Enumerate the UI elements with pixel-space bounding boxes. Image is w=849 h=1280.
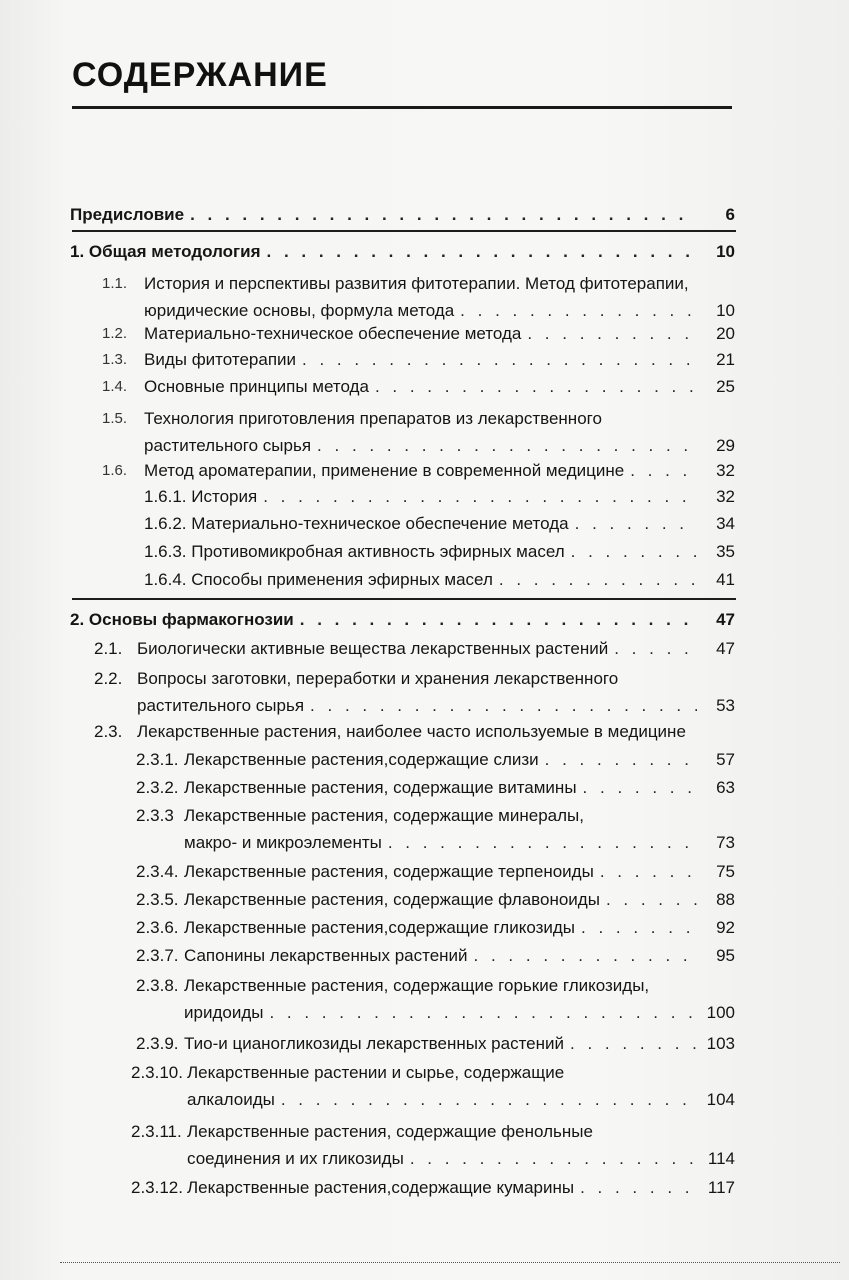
toc-entry (144, 568, 735, 595)
dot-leader (545, 748, 697, 772)
toc-page-number: 32 (716, 461, 735, 480)
toc-entry-number: 2.2. (94, 669, 123, 688)
toc-page-number: 20 (716, 324, 735, 343)
toc-page-number: 57 (716, 750, 735, 769)
toc-entry-title: Лекарственные растения, содержащие флавоноиды (184, 890, 600, 909)
toc-entry-title: Лекарственные растения,содержащие слизи (184, 750, 539, 769)
toc-entry-number: 2.1. (94, 639, 123, 658)
toc-entry-number: 2.3.3 (136, 806, 174, 825)
toc-page-number: 95 (716, 946, 735, 965)
dot-leader (190, 203, 697, 227)
toc-entry-title: Лекарственные растения, наиболее часто используемые в медицине (137, 722, 686, 741)
toc-entry-title: Материально-техническое обеспечение метода (144, 324, 522, 343)
toc-page-number: 117 (707, 1178, 735, 1197)
toc-entry-number: 2.3.9. (136, 1034, 179, 1053)
toc-entry-number: 2.3.4. (136, 862, 179, 881)
toc-entry (94, 637, 735, 664)
toc-entry (136, 1032, 735, 1059)
toc-entry-number: 2.3.10. (131, 1063, 183, 1082)
dot-leader (614, 637, 697, 661)
toc-entry (102, 348, 735, 375)
toc-page-number: 25 (716, 377, 735, 396)
dot-leader (499, 568, 697, 592)
toc-entry-title: 1.6.3. Противомикробная активность эфирных масел (144, 542, 565, 561)
dot-leader (571, 540, 697, 564)
toc-entry-number: 2.3.5. (136, 890, 179, 909)
toc-page-number: 32 (716, 487, 735, 506)
dot-leader (317, 434, 697, 458)
toc-entry-title: Вопросы заготовки, переработки и хранения лекарственного (137, 669, 619, 688)
toc-page-number: 53 (716, 696, 735, 715)
toc-entry (70, 608, 735, 635)
toc-entry (131, 1120, 735, 1174)
dot-leader (570, 1032, 697, 1056)
toc-page-number: 34 (716, 514, 735, 533)
toc-entry-title: Лекарственные растения, содержащие минералы, (184, 806, 584, 825)
toc-entry (144, 540, 735, 567)
dot-leader (581, 916, 697, 940)
toc-entry-title: иридоиды (184, 1003, 264, 1022)
toc-entry-title: 1. Общая методология (70, 242, 261, 261)
page-bottom-rule (60, 1262, 840, 1264)
toc-page-number: 104 (706, 1090, 735, 1109)
toc-entry-title: соединения и их гликозиды (187, 1149, 404, 1168)
dot-leader (527, 322, 697, 346)
toc-page-number: 10 (716, 301, 735, 320)
toc-page-number: 6 (725, 205, 735, 224)
toc-entry-title: Метод ароматерапии, применение в современной медицине (144, 461, 625, 480)
toc-entry-title: растительного сырья (137, 696, 305, 715)
toc-page-number: 29 (716, 436, 735, 455)
section-divider (72, 598, 736, 600)
toc-entry (136, 944, 735, 971)
toc-entry-number: 2.3.6. (136, 918, 179, 937)
dot-leader (630, 459, 697, 483)
toc-page-number: 75 (716, 862, 735, 881)
toc-entry-number: 2.3.7. (136, 946, 179, 965)
toc-entry (136, 804, 735, 858)
toc-entry-title: Лекарственные растения, содержащие горькие гликозиды, (184, 976, 650, 995)
toc-page-number: 47 (716, 610, 735, 629)
toc-page-number: 35 (716, 542, 735, 561)
toc-page-number: 63 (716, 778, 735, 797)
toc-page-number: 92 (716, 918, 735, 937)
toc-entry-title: макро- и микроэлементы (184, 833, 382, 852)
toc-entry-number: 2.3.11. (131, 1122, 182, 1141)
toc-entry-title: 2. Основы фармакогнозии (70, 610, 294, 629)
dot-leader (575, 512, 697, 536)
dot-leader (474, 944, 697, 968)
toc-entry (144, 485, 735, 512)
toc-entry (136, 860, 735, 887)
toc-entry (70, 240, 735, 267)
toc-entry (102, 272, 735, 326)
toc-page-number: 21 (716, 350, 735, 369)
toc-entry-title: Лекарственные растения,содержащие гликозиды (184, 918, 576, 937)
toc-entry-number: 1.5. (102, 410, 128, 427)
dot-leader (281, 1088, 697, 1112)
dot-leader (583, 776, 697, 800)
toc-entry-title: юридические основы, формула метода (144, 301, 455, 320)
toc-page-number: 41 (716, 570, 735, 589)
dot-leader (375, 375, 697, 399)
dot-leader (388, 831, 697, 855)
toc-entry (102, 322, 735, 349)
toc-page-number: 88 (716, 890, 735, 909)
toc-entry (136, 748, 735, 775)
toc-entry-number: 2.3.12. (131, 1178, 183, 1197)
toc-entry-title: Предисловие (70, 205, 185, 224)
toc-entry-title: История и перспективы развития фитотерапии. Метод фитотерапии, (144, 274, 689, 293)
toc-page-number: 114 (707, 1149, 735, 1168)
dot-leader (600, 860, 697, 884)
dot-leader (267, 240, 697, 264)
toc-entry-number: 1.3. (102, 351, 128, 368)
dot-leader (460, 299, 697, 323)
toc-entry-number: 2.3.2. (136, 778, 179, 797)
section-divider (72, 230, 736, 232)
page-title: СОДЕРЖАНИЕ (72, 56, 328, 94)
toc-entry-number: 1.6. (102, 462, 128, 479)
dot-leader (410, 1147, 697, 1171)
dot-leader (580, 1176, 697, 1200)
toc-entry-title: Биологически активные вещества лекарственных растений (137, 639, 609, 658)
toc-entry-title: Лекарственные растения,содержащие кумарины (187, 1178, 575, 1197)
toc-entry-number: 2.3.1. (136, 750, 179, 769)
toc-entry-title: Тио-и цианогликозиды лекарственных растений (184, 1034, 565, 1053)
toc-entry (94, 720, 735, 747)
toc-entry-title: Виды фитотерапии (144, 350, 297, 369)
toc-entry (70, 203, 735, 230)
toc-entry-title: Лекарственные растении и сырье, содержащие (187, 1063, 565, 1082)
dot-leader (300, 608, 697, 632)
toc-entry-title: Технология приготовления препаратов из лекарственного (144, 409, 602, 428)
toc-entry-number: 1.2. (102, 325, 128, 342)
toc-entry-title: Лекарственные растения, содержащие витамины (184, 778, 577, 797)
toc-entry (136, 916, 735, 943)
toc-entry (102, 459, 735, 486)
toc-entry-title: растительного сырья (144, 436, 312, 455)
toc-entry-title: Лекарственные растения, содержащие фенольные (187, 1122, 593, 1141)
toc-entry (102, 407, 735, 461)
dot-leader (606, 888, 697, 912)
toc-entry-number: 1.4. (102, 378, 128, 395)
toc-page-number: 103 (706, 1034, 735, 1053)
toc-entry (131, 1176, 735, 1203)
toc-entry-title: 1.6.2. Материально-техническое обеспечение метода (144, 514, 569, 533)
dot-leader (310, 694, 697, 718)
toc-entry-title: 1.6.1. История (144, 487, 258, 506)
toc-entry-title: Основные принципы метода (144, 377, 369, 396)
toc-entry (144, 512, 735, 539)
dot-leader (263, 485, 697, 509)
toc-entry-title: алкалоиды (187, 1090, 275, 1109)
toc-entry (102, 375, 735, 402)
toc-entry-number: 1.1. (102, 275, 128, 292)
toc-entry-title: 1.6.4. Способы применения эфирных масел (144, 570, 493, 589)
toc-page-number: 10 (716, 242, 735, 261)
toc-entry (131, 1061, 735, 1115)
toc-entry (136, 888, 735, 915)
dot-leader (302, 348, 697, 372)
toc-entry (136, 776, 735, 803)
toc-entry-title: Сапонины лекарственных растений (184, 946, 468, 965)
toc-page-number: 73 (716, 833, 735, 852)
dot-leader (269, 1001, 697, 1025)
toc-entry (94, 667, 735, 721)
toc-page-number: 47 (716, 639, 735, 658)
toc-page-number: 100 (706, 1003, 735, 1022)
toc-entry-number: 2.3.8. (136, 976, 179, 995)
toc-entry (136, 974, 735, 1028)
toc-entry-title: Лекарственные растения, содержащие терпеноиды (184, 862, 594, 881)
toc-entry-number: 2.3. (94, 722, 123, 741)
